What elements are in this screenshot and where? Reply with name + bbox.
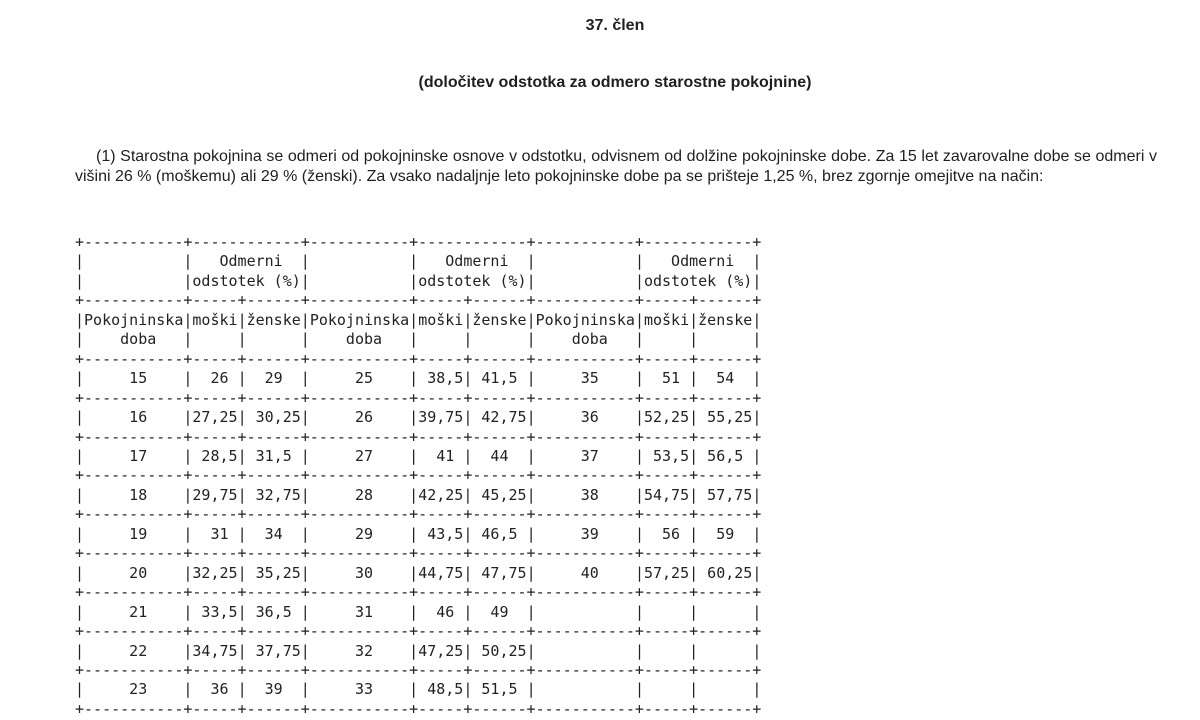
table-border: | [526, 680, 536, 699]
female-percent-cell: 46,5 [472, 524, 527, 543]
female-percent-cell: 47,75 [472, 563, 527, 582]
period-cell: 37 [535, 446, 635, 465]
table-border: | [409, 563, 419, 582]
male-percent-cell: 46 [418, 602, 464, 621]
table-border: | [689, 485, 699, 504]
table-border: | [237, 369, 247, 388]
female-percent-cell: 35,25 [246, 563, 301, 582]
table-border: | [752, 563, 762, 582]
period-cell: 19 [84, 524, 184, 543]
table-border: +-----------+------------+-----------+------------+-----------+------------+ [75, 233, 762, 251]
table-border: | [183, 524, 193, 543]
table-border: | [409, 485, 419, 504]
table-border: | [75, 641, 85, 660]
female-percent-cell: 34 [246, 524, 301, 543]
column-header-period: Pokojninska [84, 310, 184, 329]
female-percent-cell: 41,5 [472, 369, 527, 388]
period-cell: 27 [309, 446, 410, 465]
female-percent-cell: 50,25 [472, 641, 527, 660]
male-percent-cell: 38,5 [418, 369, 464, 388]
table-border: | [75, 369, 85, 388]
table-border: | [526, 408, 536, 427]
table-border: | [463, 563, 473, 582]
article-subtitle: (določitev odstotka za odmero starostne pokojnine) [418, 74, 812, 91]
table-border: | [463, 524, 473, 543]
column-header-period: doba [84, 330, 184, 349]
column-header-female: ženske [698, 310, 753, 329]
table-border: | [689, 369, 699, 388]
female-percent-cell: 31,5 [246, 446, 301, 465]
male-percent-cell: 31 [192, 524, 238, 543]
female-percent-cell: 44 [472, 446, 527, 465]
table-border: | [634, 446, 644, 465]
female-percent-cell: 55,25 [698, 408, 753, 427]
period-cell: 30 [309, 563, 410, 582]
female-percent-cell: 51,5 [472, 680, 527, 699]
period-cell: 17 [84, 446, 184, 465]
female-percent-cell: 32,75 [246, 485, 301, 504]
male-percent-cell [644, 680, 689, 698]
column-header-male: moški [418, 310, 464, 329]
table-border: | [526, 485, 536, 504]
period-cell [536, 642, 635, 660]
table-border: | [526, 602, 536, 621]
table-border: | [752, 369, 762, 388]
male-percent-cell: 36 [192, 680, 238, 699]
table-border: | [409, 369, 419, 388]
table-border: | [183, 408, 193, 427]
period-cell: 18 [84, 485, 184, 504]
table-border: | [409, 641, 419, 660]
table-border: | [409, 446, 419, 465]
table-border: | [183, 369, 193, 388]
period-cell: 16 [84, 408, 184, 427]
table-border: | [752, 680, 762, 699]
table-border: | [752, 641, 762, 660]
table-border: | [409, 252, 419, 271]
table-border: | [526, 446, 536, 465]
period-cell: 22 [84, 641, 184, 660]
column-header-period: Pokojninska [309, 310, 410, 329]
female-percent-cell: 54 [698, 369, 753, 388]
period-cell: 38 [535, 485, 635, 504]
table-border: +-----------+-----+------+-----------+-----+------+-----------+-----+------+ [75, 699, 762, 718]
table-border: +-----------+-----+------+-----------+-----+------+-----------+-----+------+ [75, 291, 762, 310]
table-border: | [237, 408, 247, 427]
period-cell: 15 [84, 369, 184, 388]
table-border: | [75, 485, 85, 504]
group-header-label: Odmerni [643, 252, 753, 271]
table-border: | [526, 369, 536, 388]
period-cell: 28 [309, 485, 410, 504]
table-border: | [463, 641, 473, 660]
table-border: | [634, 524, 644, 543]
table-border: +-----------+-----+------+-----------+-----+------+-----------+-----+------+ [75, 505, 762, 524]
table-border: | [634, 369, 644, 388]
male-percent-cell: 51 [643, 369, 690, 388]
male-percent-cell [644, 603, 689, 621]
table-border: | [463, 602, 473, 621]
table-border: | [689, 310, 699, 329]
female-percent-cell: 56,5 [698, 446, 753, 465]
table-border: | [183, 563, 193, 582]
table-border: | [300, 563, 310, 582]
table-border: | [634, 602, 644, 621]
table-border: | [634, 330, 644, 349]
table-border: | [75, 680, 85, 699]
male-percent-cell: 53,5 [643, 446, 690, 465]
table-border: | [183, 252, 193, 271]
table-border: | [689, 330, 699, 349]
male-percent-cell: 27,25 [192, 408, 238, 427]
table-border: | [75, 408, 85, 427]
male-percent-cell: 48,5 [418, 680, 464, 699]
table-border: | [463, 330, 473, 349]
table-border: | [237, 602, 247, 621]
group-header-label: odstotek (%) [643, 271, 753, 290]
group-header-label: Odmerni [418, 252, 527, 271]
table-border: +-----------+-----+------+-----------+-----+------+-----------+-----+------+ [75, 583, 762, 602]
period-cell [536, 680, 635, 698]
table-border: +-----------+-----+------+-----------+-----+------+-----------+-----+------+ [75, 622, 762, 641]
table-border: | [752, 485, 762, 504]
period-cell: 20 [84, 563, 184, 582]
table-border: | [463, 310, 473, 329]
table-border: +-----------+-----+------+-----------+-----+------+-----------+-----+------+ [75, 388, 762, 407]
period-cell: 25 [309, 369, 410, 388]
table-border: | [75, 563, 85, 582]
table-border: | [752, 446, 762, 465]
male-percent-cell: 54,75 [643, 485, 690, 504]
table-cell [536, 272, 635, 290]
table-border: | [409, 330, 419, 349]
table-border: | [75, 602, 85, 621]
table-border: | [75, 252, 85, 271]
table-border: | [634, 485, 644, 504]
female-percent-cell: 45,25 [472, 485, 527, 504]
female-percent-cell: 57,75 [698, 485, 753, 504]
male-percent-cell: 44,75 [418, 563, 464, 582]
table-border: | [526, 524, 536, 543]
table-border: | [634, 680, 644, 699]
table-cell [472, 330, 526, 348]
table-border: | [526, 330, 536, 349]
table-border: | [409, 310, 419, 329]
table-border: | [75, 330, 85, 349]
male-percent-cell [644, 642, 689, 660]
female-percent-cell [698, 680, 752, 698]
table-border: | [183, 641, 193, 660]
table-border: | [409, 408, 419, 427]
male-percent-cell: 26 [192, 369, 238, 388]
table-border: | [689, 641, 699, 660]
male-percent-cell: 43,5 [418, 524, 464, 543]
table-border: | [183, 330, 193, 349]
column-header-male: moški [643, 310, 690, 329]
male-percent-cell: 29,75 [192, 485, 238, 504]
column-header-female: ženske [472, 310, 527, 329]
table-border: | [689, 408, 699, 427]
table-border: | [183, 602, 193, 621]
table-border: | [689, 563, 699, 582]
male-percent-cell: 57,25 [643, 563, 690, 582]
table-cell [192, 330, 237, 348]
male-percent-cell: 33,5 [192, 602, 238, 621]
female-percent-cell: 39 [246, 680, 301, 699]
table-border: | [409, 602, 419, 621]
table-border: | [689, 446, 699, 465]
period-cell [536, 603, 635, 621]
female-percent-cell [698, 603, 752, 621]
table-cell [644, 330, 689, 348]
table-border: | [237, 563, 247, 582]
table-border: | [689, 602, 699, 621]
male-percent-cell: 39,75 [418, 408, 464, 427]
period-cell: 26 [309, 408, 410, 427]
table-border: | [752, 602, 762, 621]
female-percent-cell: 37,75 [246, 641, 301, 660]
table-border: | [300, 271, 310, 290]
period-cell: 31 [309, 602, 410, 621]
female-percent-cell: 29 [246, 369, 301, 388]
table-border: | [752, 408, 762, 427]
period-cell: 23 [84, 680, 184, 699]
table-border: | [463, 446, 473, 465]
table-border: +-----------+-----+------+-----------+-----+------+-----------+-----+------+ [75, 544, 762, 563]
male-percent-cell: 34,75 [192, 641, 238, 660]
period-cell: 36 [535, 408, 635, 427]
table-border: | [689, 680, 699, 699]
group-header-label: Odmerni [192, 252, 301, 271]
table-border: | [183, 310, 193, 329]
female-percent-cell: 42,75 [472, 408, 527, 427]
table-border: | [183, 680, 193, 699]
table-border: | [300, 408, 310, 427]
period-cell: 39 [535, 524, 635, 543]
column-header-female: ženske [246, 310, 301, 329]
table-border: | [300, 524, 310, 543]
male-percent-cell: 41 [418, 446, 464, 465]
table-border: | [75, 271, 85, 290]
table-border: | [183, 485, 193, 504]
female-percent-cell: 30,25 [246, 408, 301, 427]
male-percent-cell: 47,25 [418, 641, 464, 660]
table-border: | [634, 271, 644, 290]
female-percent-cell: 60,25 [698, 563, 753, 582]
article-paragraph: (1) Starostna pokojnina se odmeri od pokojninske osnove v odstotku, odvisnem od dolžine pokojninske dobe. Za 15 let zavarovalne dobe se odmeri v višini 26 % (moškemu) ali 29 % (ženski). Za vsako nadaljnje leto pokojninske dobe pa se prišteje 1,25 %, brez zgornje omejitve na način: [75, 148, 1157, 185]
table-border: | [300, 446, 310, 465]
table-border: | [300, 310, 310, 329]
percentage-table [75, 233, 761, 719]
table-border: | [300, 641, 310, 660]
male-percent-cell: 32,25 [192, 563, 238, 582]
table-border: | [634, 641, 644, 660]
table-border: +-----------+-----+------+-----------+-----+------+-----------+-----+------+ [75, 427, 762, 446]
table-border: | [752, 252, 762, 271]
table-border: | [463, 369, 473, 388]
table-border: | [183, 446, 193, 465]
table-border: | [300, 252, 310, 271]
column-header-male: moški [192, 310, 238, 329]
table-border: | [689, 524, 699, 543]
table-border: | [634, 563, 644, 582]
table-border: +-----------+-----+------+-----------+-----+------+-----------+-----+------+ [75, 466, 762, 485]
table-border: | [463, 485, 473, 504]
table-border: | [463, 680, 473, 699]
table-border: | [75, 524, 85, 543]
table-border: | [300, 369, 310, 388]
period-cell: 32 [309, 641, 410, 660]
table-cell [536, 252, 635, 270]
table-border: | [409, 524, 419, 543]
table-cell [84, 272, 183, 290]
table-cell [84, 252, 183, 270]
table-border: +-----------+-----+------+-----------+-----+------+-----------+-----+------+ [75, 660, 762, 679]
table-border: | [634, 408, 644, 427]
table-border: | [526, 310, 536, 329]
column-header-period: doba [309, 330, 410, 349]
period-cell: 33 [309, 680, 410, 699]
table-border: | [752, 524, 762, 543]
female-percent-cell: 49 [472, 602, 527, 621]
table-border: +-----------+-----+------+-----------+-----+------+-----------+-----+------+ [75, 349, 762, 368]
female-percent-cell: 36,5 [246, 602, 301, 621]
male-percent-cell: 28,5 [192, 446, 238, 465]
table-border: | [237, 330, 247, 349]
table-border: | [409, 271, 419, 290]
table-border: | [526, 563, 536, 582]
table-border: | [752, 330, 762, 349]
table-border: | [237, 485, 247, 504]
male-percent-cell: 42,25 [418, 485, 464, 504]
period-cell: 29 [309, 524, 410, 543]
table-border: | [463, 408, 473, 427]
table-cell [310, 252, 409, 270]
table-border: | [752, 310, 762, 329]
table-border: | [526, 252, 536, 271]
article-title: 37. člen [585, 17, 645, 34]
male-percent-cell: 52,25 [643, 408, 690, 427]
column-header-period: doba [535, 330, 635, 349]
table-border: | [409, 680, 419, 699]
period-cell: 40 [535, 563, 635, 582]
table-border: | [752, 271, 762, 290]
female-percent-cell: 59 [698, 524, 753, 543]
table-border: | [526, 271, 536, 290]
table-cell [310, 272, 409, 290]
table-border: | [237, 446, 247, 465]
table-cell [418, 330, 463, 348]
group-header-label: odstotek (%) [192, 271, 301, 290]
period-cell: 35 [535, 369, 635, 388]
female-percent-cell [698, 642, 752, 660]
table-border: | [300, 485, 310, 504]
table-border: | [237, 524, 247, 543]
table-border: | [75, 310, 85, 329]
table-cell [247, 330, 301, 348]
table-border: | [300, 602, 310, 621]
table-border: | [75, 446, 85, 465]
table-border: | [237, 680, 247, 699]
male-percent-cell: 56 [643, 524, 690, 543]
table-cell [698, 330, 752, 348]
period-cell: 21 [84, 602, 184, 621]
table-border: | [634, 252, 644, 271]
table-border: | [183, 271, 193, 290]
table-border: | [300, 330, 310, 349]
table-border: | [237, 641, 247, 660]
table-border: | [634, 310, 644, 329]
table-border: | [300, 680, 310, 699]
table-border: | [526, 641, 536, 660]
column-header-period: Pokojninska [535, 310, 635, 329]
group-header-label: odstotek (%) [418, 271, 527, 290]
table-border: | [237, 310, 247, 329]
